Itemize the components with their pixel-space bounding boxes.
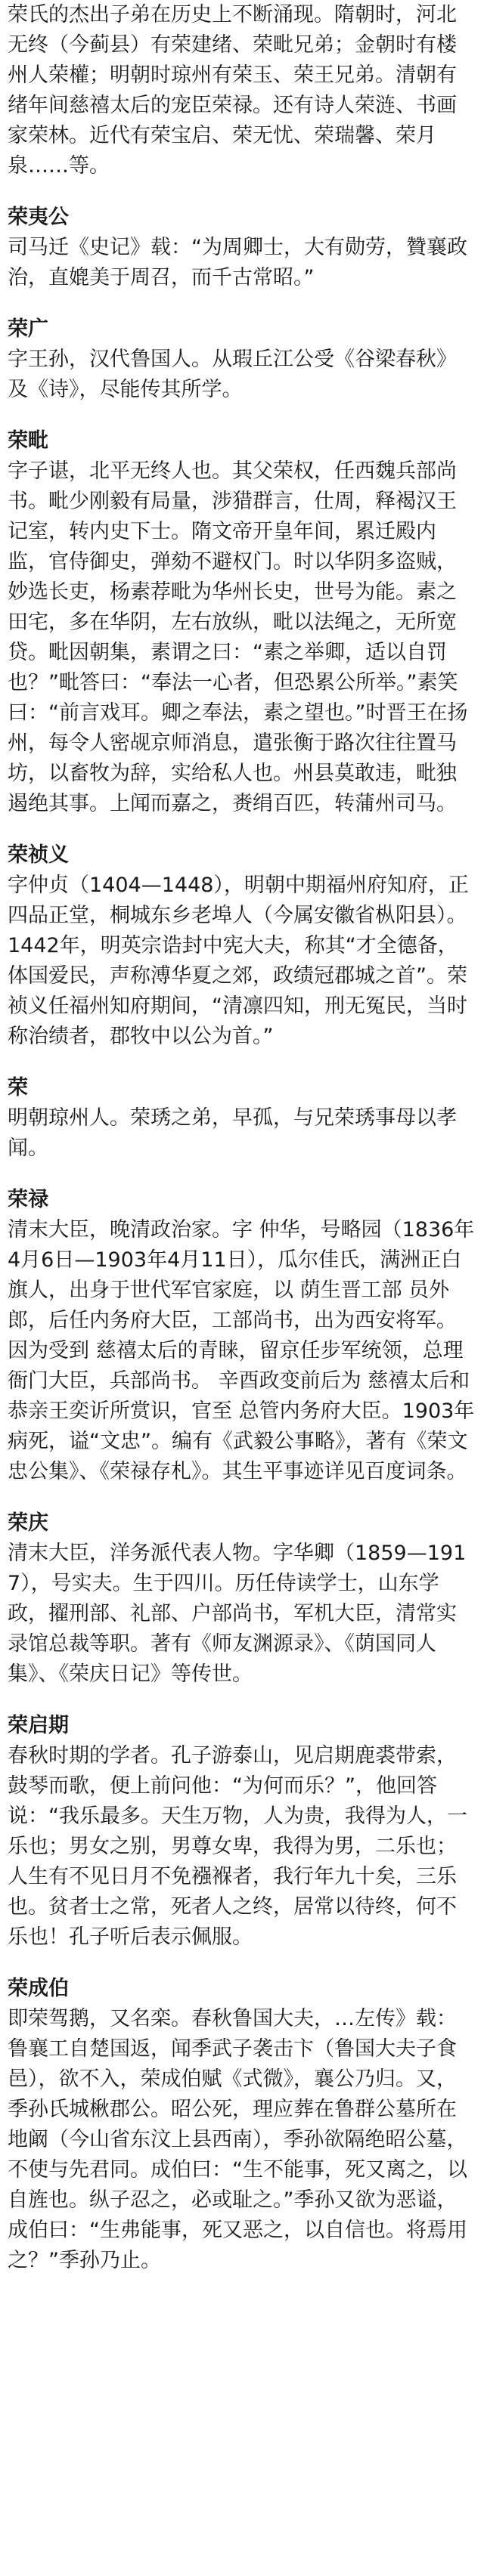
section-rong-qing [8,1508,476,1690]
section-title: 荣夷公 [8,206,69,229]
section-title: 荣广 [8,317,48,341]
section-text: 即荣驾鹅，又名栾。春秋鲁国大夫，…左传》载：鲁襄工自楚国返，闻季武子袭击卞（鲁国大夫子食邑），欲不入，荣成伯赋《式微》，襄公乃归。又，季孙氏城楸郡公。昭公死，理应葬在鲁群公墓所在地阚（今山省东汶上县西南），季孙欲隔绝昭公墓，不使与先君同。成伯曰：“生不能事，死又离之，以自旌也。纵子忍之，必或耻之。”季孙又欲为恶谥，成伯曰：“生弗能事，死又恶之，以自信也。将焉用之？”季孙乃止。 [8,2007,467,2272]
intro-paragraph: 荣氏的杰出子弟在历史上不断涌现。隋朝时，河北无终（今蓟县）有荣建绪、荣毗兄弟；金朝时有楼州人荣權；明朝时琼州有荣玉、荣王兄弟。清朝有绪年间慈禧太后的宠臣荣禄。还有诗人荣涟、书画家荣林。近代有荣宝启、荣无忧、荣瑞馨、荣月泉……等。 [8,3,457,178]
section-rong-zhenyi [8,840,476,1052]
section-title: 荣毗 [8,429,48,453]
section-title: 荣成伯 [8,1977,69,2000]
section-rong-chengbo [8,1974,476,2276]
section-title: 荣启期 [8,1714,69,1737]
section-text: 字王孙，汉代鲁国人。从瑕丘江公受《谷梁春秋》及《诗》，尽能传其所学。 [8,348,457,401]
section-text: 清末大臣，洋务派代表人物。字华卿（1859—1917），号实夫。生于四川。历任侍读学士，山东学政，擢刑部、礼部、户部尚书，军机大臣，清常实录馆总裁等职。著有《师友渊源录》、《荫国同人集》、《荣庆日记》等传世。 [8,1542,467,1686]
section-rong-pi [8,426,476,819]
section-title: 荣庆 [8,1511,48,1535]
section-text: 春秋时期的学者。孔子游泰山，见启期鹿裘带索，鼓琴而歌，便上前问他：“为何而乐？”，他回答说：“我乐最多。天生万物，人为贵，我得为人，一乐也；男女之别，男尊女卑，我得为男，二乐也；人生有不见日月不免襁褓者，我行年九十矣，三乐也。贫者士之常，死者人之终，居常以待终，何不乐也！孔子听后表示佩服。 [8,1744,467,1949]
section-text: 字子谌，北平无终人也。其父荣权，任西魏兵部尚书。毗少刚毅有局量，涉猎群言，仕周，释褐汉王记室，转内史下士。隋文帝开皇年间，累迁殿内监，官侍御史，弹劾不避权门。时以华阴多盗贼，妙选长吏，杨素荐毗为华州长史，世号为能。素之田宅，多在华阴，左右放纵，毗以法绳之，无所宽贷。毗因朝集，素谓之曰：“素之举卿，适以自罚也？”毗答曰：“奉法一心者，但恐累公所举。”素笑曰：“前言戏耳。卿之奉法，素之望也。”时晋王在扬州，每令人密觇京师消息，遣张衡于路次往往置马坊，以畜牧为辞，实给私人也。州县莫敢违，毗独遏绝其事。上闻而嘉之，赉绢百匹，转蒲州司马。 [8,459,468,815]
section-title: 荣禄 [8,1188,48,1211]
section-rong-qiqi [8,1711,476,1953]
section-rong-lu [8,1185,476,1487]
section-text: 明朝琼州人。荣琇之弟，早孤，与兄荣琇事母以孝闻。 [8,1106,457,1160]
section-rong-yi-gong [8,203,476,293]
section-text: 字仲贞（1404—1448），明朝中期福州府知府，正四品正堂，桐城东乡老埠人（今属安徽省枞阳县）。1442年，明英宗诰封中宪大夫，称其“才全德备，体国爱民，声称溥华夏之郊，政绩冠郡城之首”。荣祯义任福州知府期间，“清凛四知，刑无冤民，当时称治绩者，郡牧中以公为首。” [8,874,469,1048]
section-title: 荣祯义 [8,843,69,867]
section-text: 司马迁《史记》载：“为周卿士，大有勋劳，贊襄政治，直媲美于周召，而千古常昭。” [8,236,467,289]
intro-section [8,0,476,181]
section-rong [8,1073,476,1164]
section-rong-guang [8,314,476,405]
section-text: 清末大臣，晚清政治家。字 仲华，号略园（1836年4月6日—1903年4月11日），瓜尔佳氏，满洲正白旗人，出身于世代军官家庭，以 荫生晋工部 员外郎，后任内务府大臣，工部尚书，出为西安将军。因为受到 慈禧太后的青睐，留京任步军统领，总理衙门大臣，兵部尚书。 辛酉政变前后为 慈禧太后和 恭亲王奕䜣所赏识，官至 总管内务府大臣。1903年病死，谥“文忠”。编有《武毅公事略》，著有《荣文忠公集》、《荣禄存札》。其生平事迹详见百度词条。 [8,1218,475,1483]
section-title: 荣 [8,1076,28,1099]
